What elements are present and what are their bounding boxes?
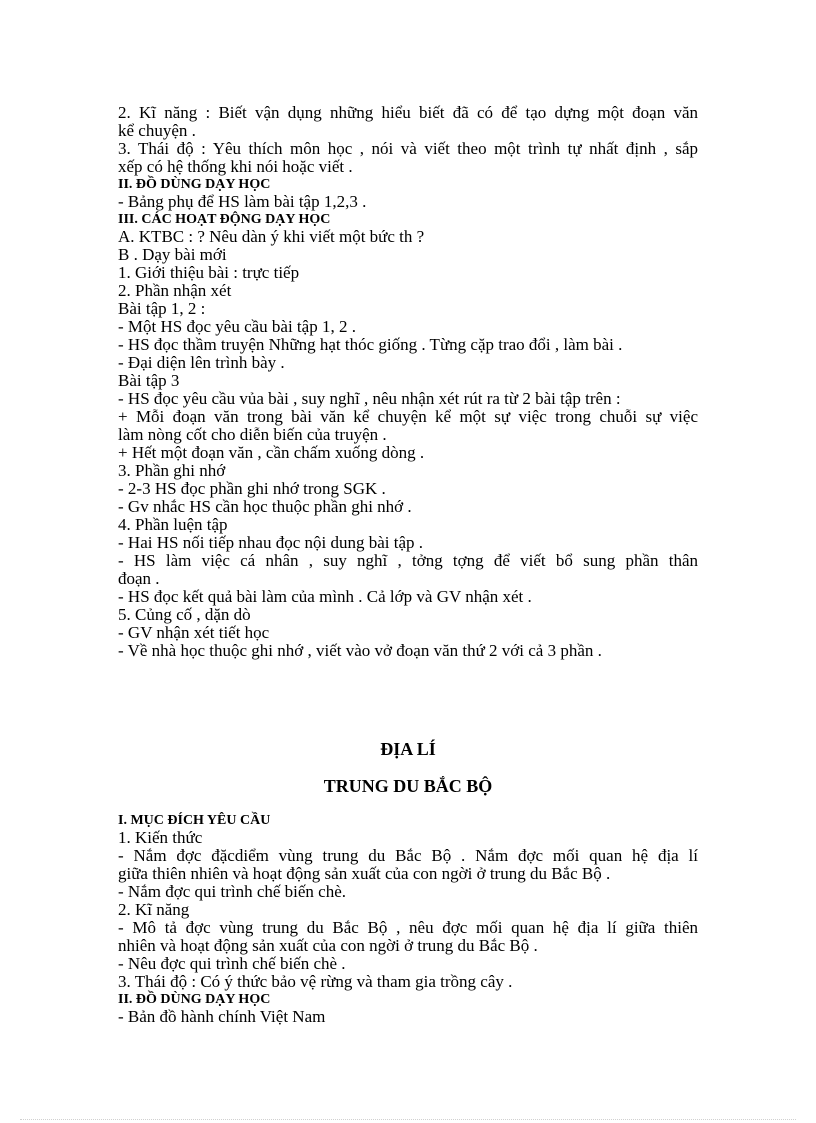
document-page [118, 104, 698, 1026]
text-line: 2. Kĩ năng : Biết vận dụng những hiểu biết đã có để tạo dựng một đoạn văn [118, 103, 698, 122]
text-line: - HS làm việc cá nhân , suy nghĩ , tởng tợng để viết bổ sung phần thân [118, 551, 698, 570]
text-line: 3. Thái độ : Có ý thức bảo vệ rừng và tham gia trồng cây . [118, 972, 513, 991]
text-line: - Bảng phụ để HS làm bài tập 1,2,3 . [118, 192, 367, 211]
text-line: 3. Phần ghi nhớ [118, 461, 226, 480]
spacer [118, 798, 698, 812]
text-line: - HS đọc thầm truyện Những hạt thóc giống . Từng cặp trao đổi , làm bài . [118, 335, 623, 354]
text-line: 2. Phần nhận xét [118, 281, 232, 300]
page-bottom-rule [20, 1119, 796, 1120]
text-line: A. KTBC : ? Nêu dàn ý khi viết một bức th ? [118, 227, 425, 246]
text-line: - Đại diện lên trình bày . [118, 353, 285, 372]
text-line: - Hai HS nối tiếp nhau đọc nội dung bài tập . [118, 533, 424, 552]
text-line: 3. Thái độ : Yêu thích môn học , nói và viết theo một trình tự nhất định , sắp [118, 139, 698, 158]
text-line: - 2-3 HS đọc phần ghi nhớ trong SGK . [118, 479, 386, 498]
section-heading: III. CÁC HOẠT ĐỘNG DẠY HỌC [118, 212, 331, 227]
text-line: 2. Kĩ năng [118, 900, 190, 919]
lesson-title: TRUNG DU BẮC BỘ [323, 776, 493, 796]
text-line: nhiên và hoạt động sản xuất của con ngời ở trung du Bắc Bộ . [118, 936, 538, 955]
text-line: - GV nhận xét tiết học [118, 623, 270, 642]
text-line: - Bản đồ hành chính Việt Nam [118, 1007, 326, 1026]
text-line: 4. Phần luện tập [118, 515, 228, 534]
text-line: - HS đọc yêu cầu vủa bài , suy nghĩ , nêu nhận xét rút ra từ 2 bài tập trên : [118, 389, 621, 408]
text-line: + Mỗi đoạn văn trong bài văn kể chuyện kể một sự việc trong chuỗi sự việc [118, 407, 698, 426]
text-line: làm nòng cốt cho diễn biến của truyện . [118, 425, 387, 444]
text-line: Bài tập 3 [118, 371, 180, 390]
section-heading: II. ĐỒ DÙNG DẠY HỌC [118, 177, 271, 192]
text-line: đoạn . [118, 569, 160, 588]
section-heading: I. MỤC ĐÍCH YÊU CẦU [118, 813, 271, 828]
text-line: giữa thiên nhiên và hoạt động sản xuất của con ngời ở trung du Bắc Bộ . [118, 864, 611, 883]
text-line: Bài tập 1, 2 : [118, 299, 206, 318]
text-line: - Nắm đợc đặcdiểm vùng trung du Bắc Bộ . Nắm đợc mối quan hệ địa lí [118, 846, 698, 865]
text-line: - Mô tả đợc vùng trung du Bắc Bộ , nêu đợc mối quan hệ địa lí giữa thiên [118, 918, 698, 937]
text-line: 1. Giới thiệu bài : trực tiếp [118, 263, 300, 282]
text-line: - Nêu đợc qui trình chế biến chè . [118, 954, 346, 973]
text-line: B . Dạy bài mới [118, 245, 227, 264]
text-line: + Hết một đoạn văn , cần chấm xuống dòng . [118, 443, 425, 462]
text-line: - Một HS đọc yêu cầu bài tập 1, 2 . [118, 317, 356, 336]
text-line: 5. Củng cố , dặn dò [118, 605, 251, 624]
text-line: xếp có hệ thống khi nói hoặc viết . [118, 157, 353, 176]
section-heading: II. ĐỒ DÙNG DẠY HỌC [118, 992, 271, 1007]
text-line: 1. Kiến thức [118, 828, 203, 847]
subject-title: ĐỊA LÍ [380, 739, 436, 759]
spacer [118, 660, 698, 736]
text-line: - Nắm đợc qui trình chế biến chè. [118, 882, 347, 901]
text-line: kể chuyện . [118, 121, 196, 140]
text-line: - Gv nhắc HS cần học thuộc phần ghi nhớ . [118, 497, 412, 516]
text-line: - Về nhà học thuộc ghi nhớ , viết vào vở đoạn văn thứ 2 với cả 3 phần . [118, 641, 602, 660]
text-line: - HS đọc kết quả bài làm của mình . Cả lớp và GV nhận xét . [118, 587, 532, 606]
